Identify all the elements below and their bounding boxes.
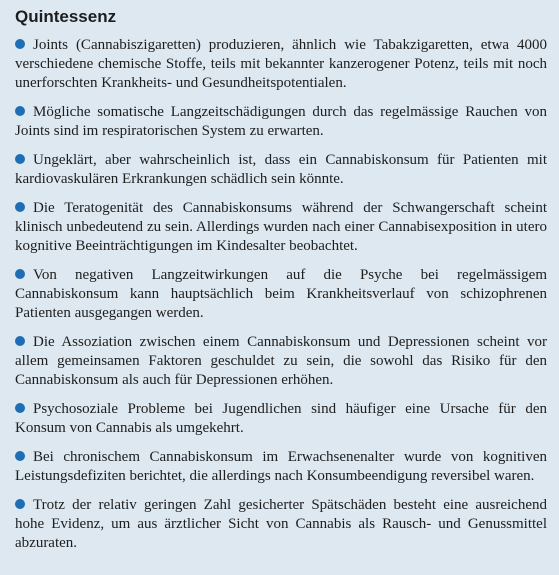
bullet-icon: [15, 499, 25, 509]
list-item: [15, 151, 547, 189]
list-item-text: Mögliche somatische Langzeitschädigungen durch das regelmässige Rauchen von Joints sind im respiratorischen System zu erwarten.: [15, 104, 547, 139]
list-item-text: Die Assoziation zwischen einem Cannabiskonsum und Depressionen scheint vor allem gemeinsamen Faktoren geschuldet zu sein, die sowohl das Risiko für den Cannabiskonsum als auch für Depressionen erhöhen.: [15, 334, 547, 388]
list-item: [15, 103, 547, 141]
bullet-icon: [15, 154, 25, 164]
list-item: [15, 199, 547, 256]
list-item: [15, 36, 547, 93]
bullet-icon: [15, 202, 25, 212]
bullet-icon: [15, 451, 25, 461]
list-item-text: Trotz der relativ geringen Zahl gesicherter Spätschäden besteht eine ausreichend hohe Evidenz, um aus ärztlicher Sicht von Cannabis als Rausch- und Genussmittel abzuraten.: [15, 497, 547, 551]
box-title: Quintessenz: [15, 7, 117, 26]
bullet-icon: [15, 269, 25, 279]
list-item-text: Joints (Cannabiszigaretten) produzieren, ähnlich wie Tabakzigaretten, etwa 4000 verschiedene chemische Stoffe, teils mit bekannter kanzerogener Potenz, teils mit noch unerforschten Krankheits- und Gesundheitspotentialen.: [15, 37, 547, 91]
list-item-text: Ungeklärt, aber wahrscheinlich ist, dass ein Cannabiskonsum für Patienten mit kardiovaskulären Erkrankungen schädlich sein könnte.: [15, 152, 547, 187]
list-item: [15, 333, 547, 390]
list-item-text: Psychosoziale Probleme bei Jugendlichen sind häufiger eine Ursache für den Konsum von Cannabis als umgekehrt.: [15, 401, 547, 436]
list-item: [15, 400, 547, 438]
list-item-text: Bei chronischem Cannabiskonsum im Erwachsenenalter wurde von kognitiven Leistungsdefiziten berichtet, die allerdings nach Konsumbeendigung reversibel waren.: [15, 449, 547, 484]
bullet-icon: [15, 106, 25, 116]
bullet-icon: [15, 39, 25, 49]
list-item: [15, 448, 547, 486]
bullet-icon: [15, 403, 25, 413]
list-item: [15, 496, 547, 553]
list-item: [15, 266, 547, 323]
list-item-text: Die Teratogenität des Cannabiskonsums während der Schwangerschaft scheint klinisch unbedeutend zu sein. Allerdings wurden nach einer Cannabisexposition in utero kognitive Beeinträchtigungen im Kindesalter beobachtet.: [15, 200, 547, 254]
bullet-icon: [15, 336, 25, 346]
list-item-text: Von negativen Langzeitwirkungen auf die Psyche bei regelmässigem Cannabiskonsum kann hauptsächlich beim Krankheitsverlauf von schizophrenen Patienten ausgegangen werden.: [15, 267, 547, 321]
